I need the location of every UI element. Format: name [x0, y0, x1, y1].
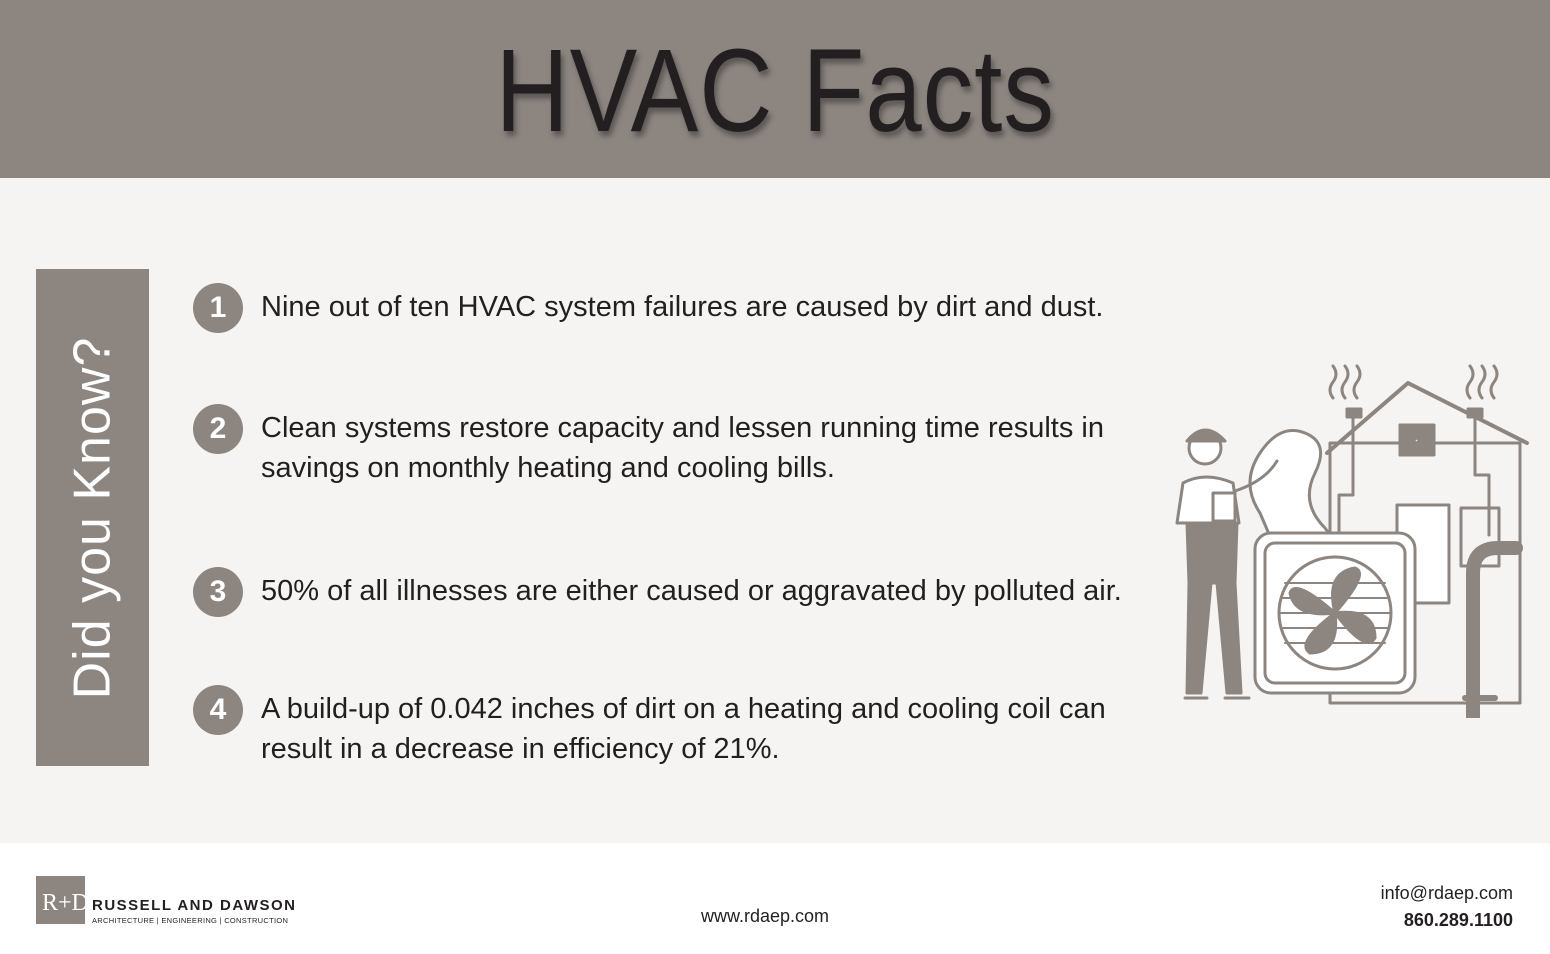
did-you-know-banner — [36, 269, 149, 766]
fact-number-badge: 2 — [193, 404, 243, 454]
fact-text: A build-up of 0.042 inches of dirt on a heating and cooling coil can result in a decrease in efficiency of 21%. — [261, 693, 1106, 765]
phone-number[interactable]: 860.289.1100 — [1403, 910, 1513, 930]
page-title: HVAC Facts — [495, 25, 1055, 157]
did-you-know-label: Did you Know? — [63, 336, 122, 699]
main-content — [0, 178, 1550, 843]
email-link[interactable]: info@rdaep.com — [1380, 883, 1513, 903]
fact-item-2 — [193, 404, 1151, 488]
fact-item-1 — [193, 283, 1151, 333]
fact-item-4 — [193, 685, 1151, 769]
company-name: RUSSELL AND DAWSON — [92, 897, 297, 914]
company-tagline: ARCHITECTURE | ENGINEERING | CONSTRUCTION — [92, 916, 289, 925]
fact-number-badge: 3 — [193, 567, 243, 617]
footer — [0, 843, 1550, 954]
header-banner — [0, 0, 1550, 178]
fact-item-3 — [193, 567, 1151, 617]
website-link[interactable]: www.rdaep.com — [700, 906, 830, 926]
fact-text: Clean systems restore capacity and lessen running time results in savings on monthly heating and cooling bills. — [261, 412, 1104, 484]
fact-text: 50% of all illnesses are either caused or aggravated by polluted air. — [261, 575, 1122, 607]
hvac-technician-illustration — [1165, 353, 1540, 718]
fact-number-badge: 4 — [193, 685, 243, 735]
fact-number-badge: 1 — [193, 283, 243, 333]
fact-text: Nine out of ten HVAC system failures are caused by dirt and dust. — [261, 291, 1104, 323]
svg-text:R+D: R+D — [42, 890, 85, 916]
